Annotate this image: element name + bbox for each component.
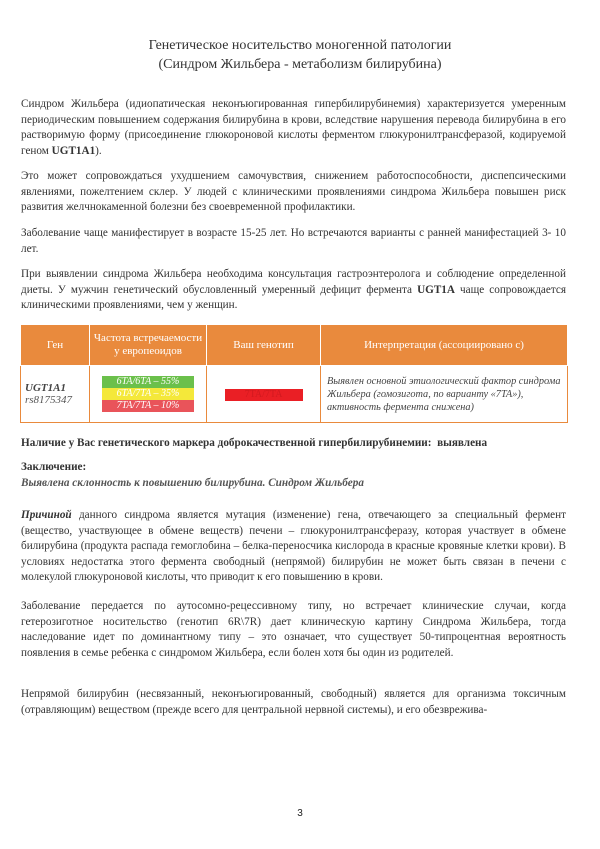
header-frequency: Частота встречаемости у европеоидов (90, 325, 207, 366)
cause-lead: Причиной (21, 509, 72, 521)
header-interpretation: Интерпретация (ассоциировано с) (321, 325, 568, 366)
title-line-1: Генетическое носительство моногенной патологии (148, 38, 452, 53)
marker-label: Наличие у Вас генетического маркера доброкачественной гипербилирубинемии: (21, 437, 432, 449)
inheritance-paragraph: Заболевание передается по аутосомно-рецессивному типу, но встречает клинические случаи, когда гетерозиготное носительство (генотип 6R\7R) дает клиническую картину Синдрома Жильбера, тогда наследование идет по доминантному типу – это означает, что существует 50-типроцентная вероятность появления в семье ребенка с синдромом Жильбера, если болен хотя бы один из родителей. (21, 600, 566, 659)
header-genotype: Ваш генотип (207, 325, 321, 366)
intro-paragraph-4: При выявлении синдрома Жильбера необходима консультация гастроэнтеролога и соблюдение определенной диеты. У мужчин генетический обусловленный умеренный дефицит фермента UGT1A чаще сопровождается клиническими проявлениями, чем у женщин. (21, 268, 566, 312)
frequency-bar-6ta-7ta: 6TA/7TA – 35% (102, 388, 194, 400)
interpretation-cell: Выявлен основной этиологический фактор синдрома Жильбера (гомозигота, по варианту «7TA»), активность фермента снижена) (321, 366, 568, 423)
frequency-bar-7ta-7ta: 7TA/7TA – 10% (102, 400, 194, 412)
frequency-cell (90, 366, 207, 423)
page-number: 3 (297, 808, 303, 819)
genotype-value: 7TA/7TA (225, 389, 303, 401)
intro-paragraph-3: Заболевание чаще манифестирует в возрасте 15-25 лет. Но встречаются варианты с ранней манифестацией 3- 10 лет. (21, 227, 566, 255)
bilirubin-paragraph: Непрямой билирубин (несвязанный, неконъюгированный, свободный) является для организма токсичным (отравляющим) веществом (прежде всего для центральной нервной системы), и его обезврежива- (21, 688, 566, 716)
cause-paragraph: Причиной данного синдрома является мутация (изменение) гена, отвечающего за специальный фермент (вещество, участвующее в обмене веществ) печени – глюкуронилтрансферазу, которая участвует в обмене билирубина (продукта распада гемоглобина – белка-переносчика кислорода в красные кровяные клетки крови). В условиях недостатка этого фермента свободный (непрямой) билирубин не может быть связан в печени с молекулой глюкуроновой кислоты, что приводит к его повышению в крови. (21, 509, 566, 584)
gene-cell (21, 366, 90, 423)
marker-value: выявлена (437, 437, 488, 449)
intro-paragraph-2: Это может сопровождаться ухудшением самочувствия, снижением работоспособности, диспепсическими явлениями, пожелтением склер. У людей с клиническими проявлениями синдрома Жильбера повышен риск развития желчнокаменной болезни без своевременной профилактики. (21, 170, 566, 214)
table-row (21, 366, 568, 423)
frequency-bar-6ta-6ta: 6TA/6TA – 55% (102, 376, 194, 388)
intro-paragraph-1: Синдром Жильбера (идиопатическая неконъюгированная гипербилирубинемия) характеризуется умеренным периодическим повышением содержания билирубина в крови, вследствие нарушения перевода билирубина в его растворимую форму (присоединение глюкороновой кислоты ферментом глюкуронилтрансферазой, кодируемой геном UGT1A1). (21, 98, 566, 157)
header-gene: Ген (21, 325, 90, 366)
conclusion-text: Выявлена склонность к повышению билирубина. Синдром Жильбера (21, 477, 364, 489)
genotype-table (20, 324, 568, 423)
rs-id: rs8175347 (25, 394, 73, 406)
conclusion-label: Заключение: (21, 461, 87, 473)
genotype-cell (207, 366, 321, 423)
table-header-row (21, 325, 568, 366)
gene-name-ugt1a1: UGT1A1 (51, 144, 96, 157)
gene-name-ugt1a: UGT1A (417, 283, 455, 296)
gene-symbol: UGT1A1 (25, 382, 66, 394)
marker-line (21, 437, 487, 449)
title-line-2: (Синдром Жильбера - метаболизм билирубина) (158, 57, 442, 72)
